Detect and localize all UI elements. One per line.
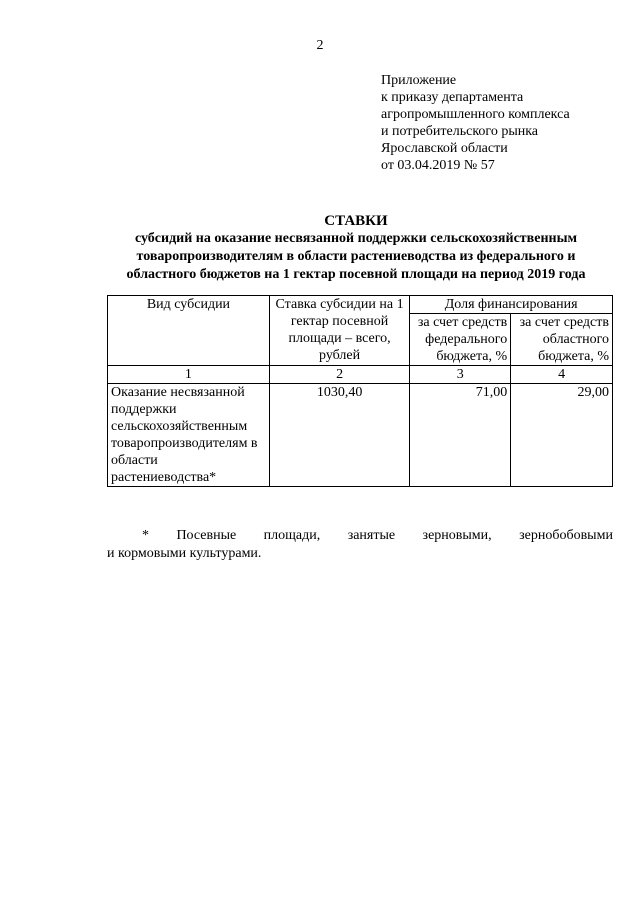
appendix-line: агропромышленного комплекса: [381, 107, 570, 122]
footnote-word: площади,: [263, 528, 321, 543]
title-line: товаропроизводителям в области растениеводства из федерального и: [136, 249, 576, 264]
appendix-line: и потребительского рынка: [381, 124, 539, 139]
appendix-line: к приказу департамента: [381, 90, 524, 105]
subsidy-name-cell: Оказание несвязанной поддержки сельскохозяйственным товаропроизводителям в области растениеводства*: [108, 384, 270, 487]
appendix-line: от 03.04.2019 № 57: [381, 158, 495, 173]
rate-value-cell: 1030,40: [269, 384, 409, 487]
page-number: 2: [316, 38, 324, 53]
footnote-word: занятые: [347, 528, 396, 543]
column-number: 4: [511, 366, 613, 384]
regional-share-cell: 29,00: [511, 384, 613, 487]
footnote-word: зерновыми,: [422, 528, 492, 543]
rates-table: [107, 295, 613, 487]
footnote-asterisk: *: [142, 528, 149, 543]
footnote-word: Посевные: [176, 528, 237, 543]
footnote: [107, 527, 613, 563]
appendix-block: [381, 72, 570, 174]
title-line: областного бюджетов на 1 гектар посевной площади на период 2019 года: [126, 267, 586, 282]
title-line: субсидий на оказание несвязанной поддержки сельскохозяйственным: [134, 231, 578, 246]
document-title: [100, 212, 612, 284]
header-regional-share: за счет средств областного бюджета, %: [511, 314, 613, 366]
column-number: 3: [410, 366, 511, 384]
title-main: СТАВКИ: [324, 213, 388, 229]
federal-share-cell: 71,00: [410, 384, 511, 487]
column-number: 2: [269, 366, 409, 384]
header-financing-share: Доля финансирования: [410, 296, 613, 314]
header-federal-share: за счет средств федерального бюджета, %: [410, 314, 511, 366]
footnote-line-2: и кормовыми культурами.: [107, 546, 262, 561]
footnote-word: зернобобовыми: [519, 528, 613, 543]
header-rate: Ставка субсидии на 1 гектар посевной площади – всего, рублей: [269, 296, 409, 366]
header-subsidy-type: Вид субсидии: [108, 296, 270, 366]
appendix-line: Приложение: [381, 73, 457, 88]
column-number: 1: [108, 366, 270, 384]
appendix-line: Ярославской области: [381, 141, 508, 156]
footnote-line-1: [107, 527, 613, 545]
